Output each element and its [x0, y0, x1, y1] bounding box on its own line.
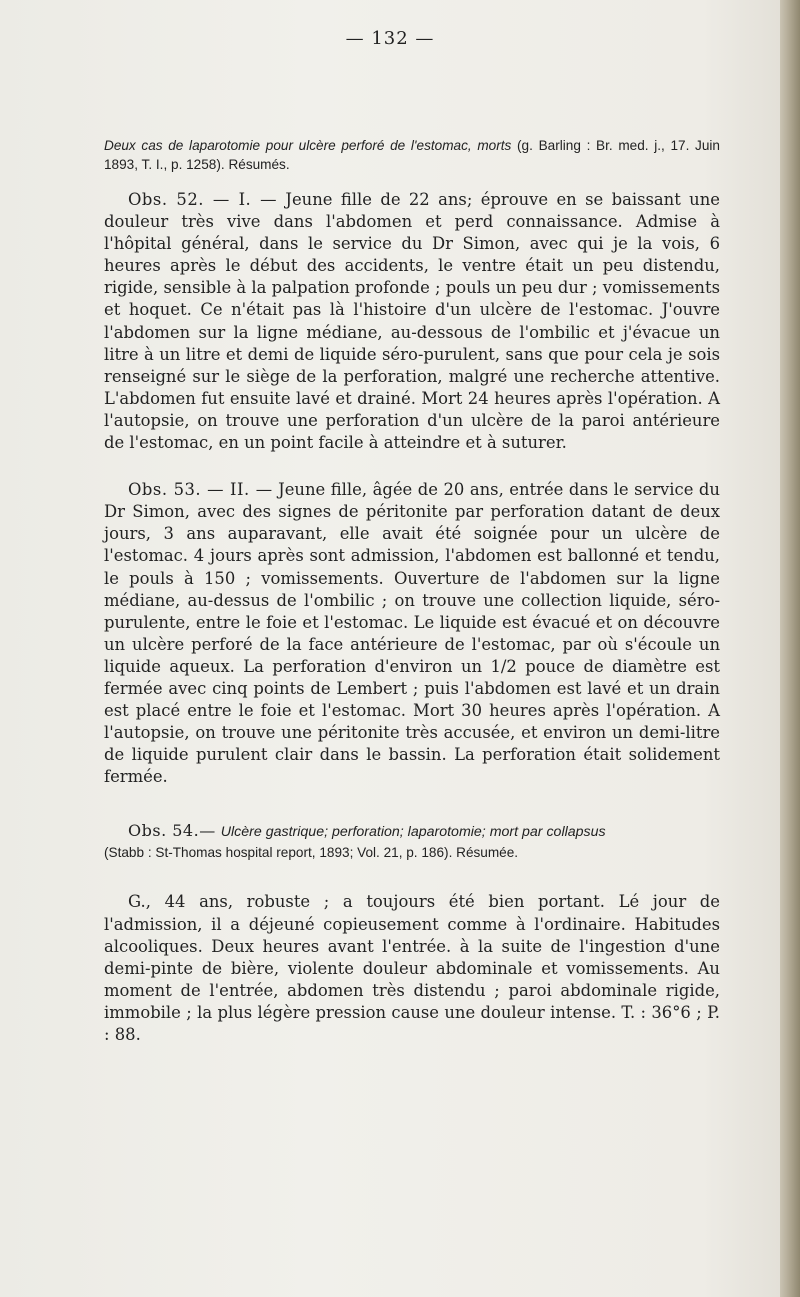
observation-53-text: Jeune fille, âgée de 20 ans, entrée dans le service du Dr Simon, avec des signes de péritonite par perforation datant de deux jours, 3 ans auparavant, elle avait été soignée pour un ulcère de l'estomac. 4 jours après sont admission, l'abdomen est ballonné et tendu, le pouls à 150 ; vomissements. Ouverture de l'abdomen sur la ligne médiane, au-dessus de l'ombilic ; on trouve une collection liquide, séro-purulente, entre le foie et l'estomac. Le liquide est évacué et on découvre un ulcère perforé de la face antérieure de l'estomac, par où s'écoule un liquide aqueux. La perforation d'environ un 1/2 pouce de diamètre est fermée avec cinq points de Lembert ; puis l'abdomen est lavé et un drain est placé entre le foie et l'estomac. Mort 30 heures après l'opération. A l'autopsie, on trouve une péritonite très accusée, et environ un demi-litre de liquide purulent clair dans le bassin. La perforation était solidement fermée. [104, 480, 720, 787]
observation-52-text: Jeune fille de 22 ans; éprouve en se baissant une douleur très vive dans l'abdomen et perd connaissance. Admise à l'hôpital général, dans le service du Dr Simon, avec qui je la vois, 6 heures après le début des accidents, le ventre était un peu distendu, rigide, sensible à la palpation profonde ; pouls un peu dur ; vomissements et hoquet. Ce n'était pas là l'histoire d'un ulcère de l'estomac. J'ouvre l'abdomen sur la ligne médiane, au-dessous de l'ombilic et j'évacue un litre à un litre et demi de liquide séro-purulent, sans que pour cela je sois renseigné sur le siège de la perforation, malgré une recherche attentive. L'abdomen fut ensuite lavé et drainé. Mort 24 heures après l'opération. A l'autopsie, on trouve une perforation d'un ulcère de la paroi antérieure de l'estomac, en un point facile à atteindre et à suturer. [104, 190, 720, 453]
observation-54-reference: (Stabb : St-Thomas hospital report, 1893; Vol. 21, p. 186). Résumée. [104, 845, 519, 861]
header-reference: (g. Barling : Br. med. j., 17. Juin 1893, T. I., p. 1258). Résumés. [104, 138, 720, 172]
observation-52-label: Obs. 52. — I. — [128, 190, 278, 209]
header-title: Deux cas de laparotomie pour ulcère perforé de l'estomac, morts [104, 138, 512, 153]
observation-54-label: Obs. 54.— [128, 821, 216, 841]
page-number: — 132 — [345, 28, 435, 49]
observation-54-text: G., 44 ans, robuste ; a toujours été bien portant. Lé jour de l'admission, il a déjeuné copieusement comme à l'ordinaire. Habitudes alcooliques. Deux heures avant l'entrée. à la suite de l'ingestion d'une demi-pinte de bière, violente douleur abdominale et vomissements. Au moment de l'entrée, abdomen très distendu ; paroi abdominale rigide, immobile ; la plus légère pression cause une douleur intense. T. : 36°6 ; P. : 88. [104, 892, 720, 1044]
observation-54-title: Ulcère gastrique; perforation; laparotomie; mort par collapsus [220, 824, 606, 841]
observation-54-heading [104, 820, 720, 863]
observation-53 [104, 479, 720, 788]
observation-53-label: Obs. 53. — II. — [128, 480, 273, 500]
observation-52 [104, 189, 720, 454]
page-edge [780, 0, 800, 1297]
section-header [104, 136, 720, 174]
page-content [104, 68, 720, 1046]
